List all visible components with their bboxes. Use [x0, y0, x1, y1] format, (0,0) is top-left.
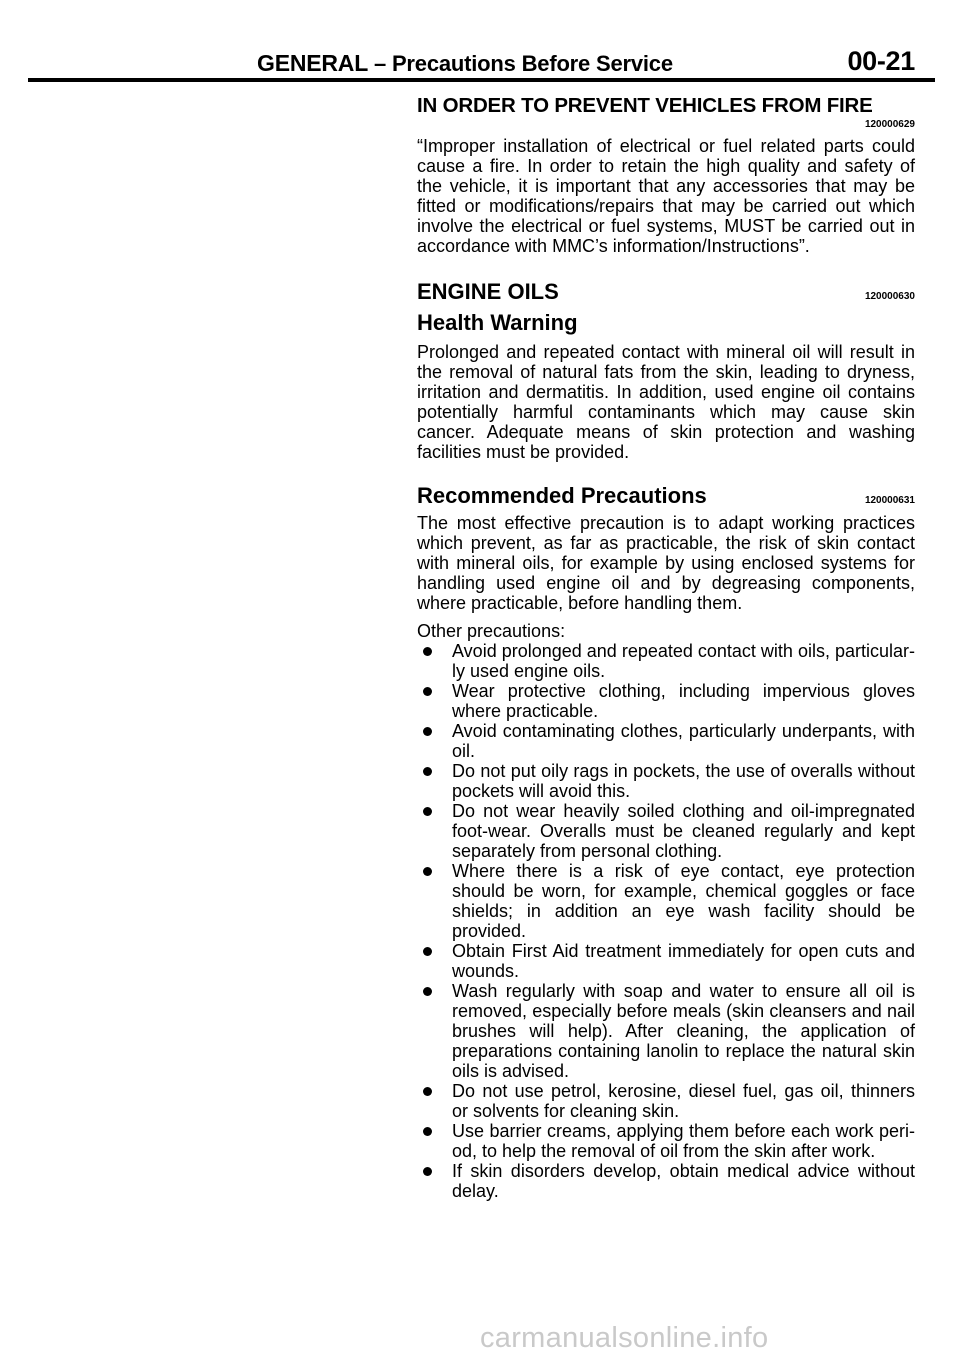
engine-oils-heading: ENGINE OILS: [417, 279, 559, 304]
list-item: Wash regularly with soap and water to ensure all oil is removed, especially before meals (skin cleansers and nail brushes will help). After cleaning, the application of preparations containing lanolin to replace the natural skin oils is advised.: [417, 981, 915, 1081]
fire-heading: IN ORDER TO PREVENT VEHICLES FROM FIRE: [417, 94, 873, 117]
main-content: [417, 96, 915, 1201]
header-title: [257, 50, 673, 77]
page-number: 00-21: [847, 46, 915, 76]
precautions-heading: Recommended Precautions: [417, 483, 707, 508]
list-item: Obtain First Aid treatment immediately for open cuts and wounds.: [417, 941, 915, 981]
precautions-heading-row: [417, 483, 915, 509]
list-item: Use barrier creams, applying them before each work peri-od, to help the removal of oil from the skin after work.: [417, 1121, 915, 1161]
header-separator: –: [373, 51, 387, 76]
list-item: Do not put oily rags in pockets, the use of overalls without pockets will avoid this.: [417, 761, 915, 801]
list-item: Do not use petrol, kerosine, diesel fuel, gas oil, thinners or solvents for cleaning skin.: [417, 1081, 915, 1121]
list-item: If skin disorders develop, obtain medical advice without delay.: [417, 1161, 915, 1201]
engine-oils-ref-code: 120000630: [864, 291, 915, 302]
header-subtitle: Precautions Before Service: [391, 51, 673, 76]
section-recommended-precautions: [417, 483, 915, 1201]
section-engine-oils: [417, 279, 915, 462]
health-warning-paragraph: Prolonged and repeated contact with mineral oil will result in the removal of natural fats from the skin, leading to dryness, irritation and dermatitis. In addition, used engine oil contains potentially harmful contaminants which may cause skin cancer. Adequate means of skin protection and washing facilities must be provided.: [417, 342, 915, 462]
list-item: Do not wear heavily soiled clothing and oil-impregnated foot-wear. Overalls must be cleaned regularly and kept separately from personal clothing.: [417, 801, 915, 861]
list-item: Avoid contaminating clothes, particularly underpants, with oil.: [417, 721, 915, 761]
header-rule: [28, 78, 935, 82]
watermark: carmanualsonline.info: [480, 1322, 769, 1354]
health-warning-heading: Health Warning: [417, 310, 578, 335]
engine-oils-heading-row: [417, 279, 915, 305]
page-header: [0, 40, 960, 80]
precautions-paragraph: The most effective precaution is to adapt working practices which prevent, as far as practicable, the risk of skin contact with mineral oils, for example by using enclosed systems for handling used engine oil and by degreasing components, where practicable, before handling them.: [417, 513, 915, 613]
fire-paragraph: “Improper installation of electrical or fuel related parts could cause a fire. In order to retain the high quality and safety of the vehicle, it is important that any accessories that may be fitted or modifications/repairs that may be carried out which involve the electrical or fuel systems, MUST be carried out in accordance with MMC’s information/Instructions”.: [417, 136, 915, 256]
precautions-list: [417, 641, 915, 1201]
header-section: GENERAL: [257, 50, 369, 76]
section-fire: [417, 96, 915, 256]
other-precautions-label: Other precautions:: [417, 621, 566, 641]
list-item: Where there is a risk of eye contact, eye protection should be worn, for example, chemical goggles or face shields; in addition an eye wash facility should be provided.: [417, 861, 915, 941]
list-item: Avoid prolonged and repeated contact with oils, particular-ly used engine oils.: [417, 641, 915, 681]
list-item: Wear protective clothing, including impervious gloves where practicable.: [417, 681, 915, 721]
fire-ref-code: 120000629: [864, 119, 915, 130]
precautions-ref-code: 120000631: [864, 495, 915, 506]
